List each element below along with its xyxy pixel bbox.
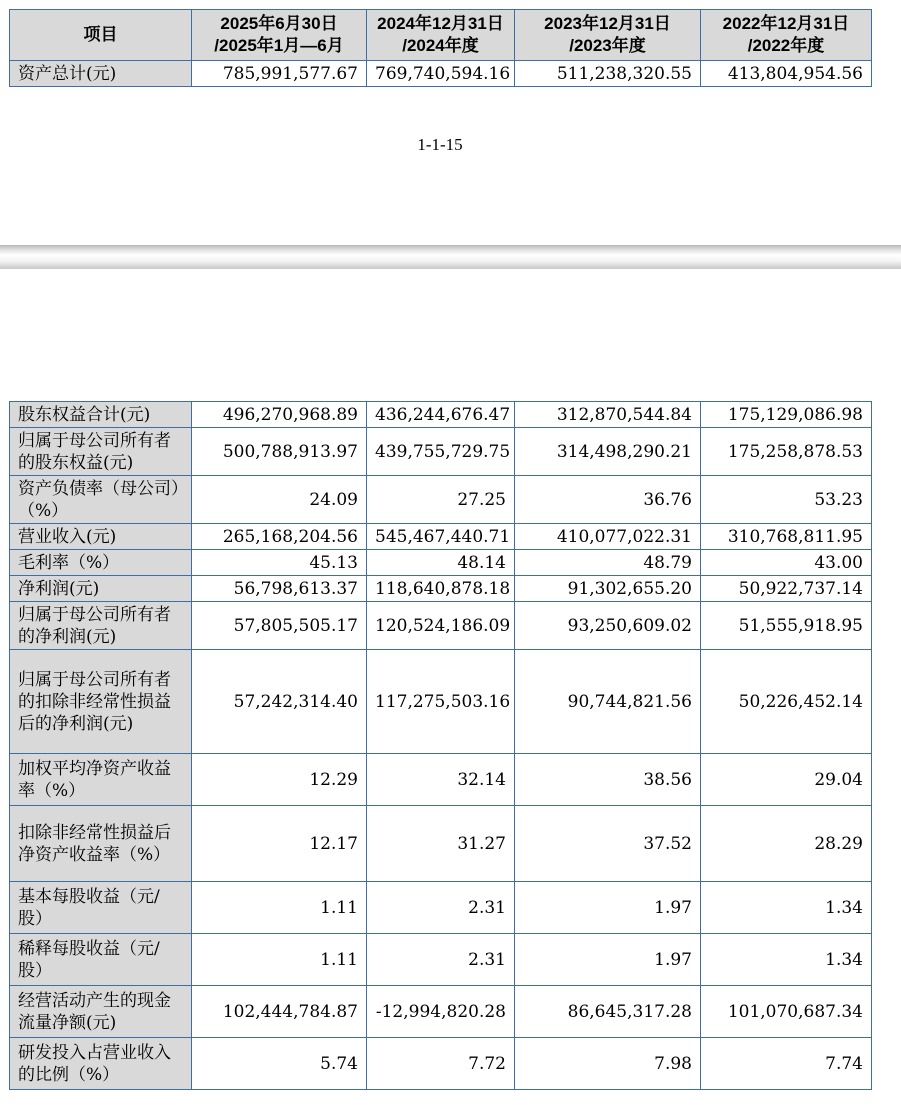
row-value: 12.29 <box>192 754 367 806</box>
row-value: 785,991,577.67 <box>192 61 367 87</box>
row-value: 101,070,687.34 <box>701 986 872 1038</box>
row-value: 48.79 <box>515 550 701 576</box>
row-value: 90,744,821.56 <box>515 650 701 754</box>
row-value: 1.34 <box>701 882 872 934</box>
row-value: 7.72 <box>367 1038 515 1090</box>
row-value: 57,805,505.17 <box>192 602 367 650</box>
row-value: 86,645,317.28 <box>515 986 701 1038</box>
row-value: 439,755,729.75 <box>367 428 515 476</box>
row-value: 312,870,544.84 <box>515 402 701 428</box>
table-row <box>10 602 872 650</box>
row-value: 120,524,186.09 <box>367 602 515 650</box>
table-row <box>10 806 872 882</box>
row-value: 57,242,314.40 <box>192 650 367 754</box>
row-value: 31.27 <box>367 806 515 882</box>
row-value: 45.13 <box>192 550 367 576</box>
financial-table-top <box>9 9 872 87</box>
header-period: 2024年12月31日 /2024年度 <box>367 10 515 61</box>
row-label: 扣除非经常性损益后净资产收益率（%） <box>10 806 192 882</box>
row-label: 归属于母公司所有者的股东权益(元) <box>10 428 192 476</box>
table-row <box>10 550 872 576</box>
row-value: 314,498,290.21 <box>515 428 701 476</box>
row-label: 加权平均净资产收益率（%） <box>10 754 192 806</box>
table-row <box>10 650 872 754</box>
header-item: 项目 <box>10 10 192 61</box>
row-value: 410,077,022.31 <box>515 524 701 550</box>
row-value: 117,275,503.16 <box>367 650 515 754</box>
row-value: 37.52 <box>515 806 701 882</box>
row-label: 经营活动产生的现金流量净额(元) <box>10 986 192 1038</box>
table-header-row <box>10 10 872 61</box>
page-separator <box>0 245 901 269</box>
row-value: 265,168,204.56 <box>192 524 367 550</box>
row-value: 51,555,918.95 <box>701 602 872 650</box>
row-label: 营业收入(元) <box>10 524 192 550</box>
row-label: 资产总计(元) <box>10 61 192 87</box>
table-row <box>10 524 872 550</box>
row-value: 53.23 <box>701 476 872 524</box>
row-label: 毛利率（%） <box>10 550 192 576</box>
row-value: 36.76 <box>515 476 701 524</box>
financial-table-bottom <box>9 401 872 1090</box>
table-row <box>10 576 872 602</box>
row-value: 7.98 <box>515 1038 701 1090</box>
table-row <box>10 476 872 524</box>
row-value: 496,270,968.89 <box>192 402 367 428</box>
row-value: 102,444,784.87 <box>192 986 367 1038</box>
row-value: 1.11 <box>192 934 367 986</box>
row-value: 7.74 <box>701 1038 872 1090</box>
header-period: 2022年12月31日 /2022年度 <box>701 10 872 61</box>
row-value: 28.29 <box>701 806 872 882</box>
row-label: 股东权益合计(元) <box>10 402 192 428</box>
row-value: 511,238,320.55 <box>515 61 701 87</box>
row-value: 1.34 <box>701 934 872 986</box>
row-value: 500,788,913.97 <box>192 428 367 476</box>
row-label: 研发投入占营业收入的比例（%） <box>10 1038 192 1090</box>
table-row <box>10 934 872 986</box>
row-value: 91,302,655.20 <box>515 576 701 602</box>
row-value: 310,768,811.95 <box>701 524 872 550</box>
row-value: 27.25 <box>367 476 515 524</box>
row-label: 归属于母公司所有者的净利润(元) <box>10 602 192 650</box>
row-value: 43.00 <box>701 550 872 576</box>
row-value: 24.09 <box>192 476 367 524</box>
row-value: 50,226,452.14 <box>701 650 872 754</box>
row-value: 545,467,440.71 <box>367 524 515 550</box>
table-row <box>10 402 872 428</box>
row-value: 56,798,613.37 <box>192 576 367 602</box>
row-value: 436,244,676.47 <box>367 402 515 428</box>
table-row <box>10 428 872 476</box>
row-value: 118,640,878.18 <box>367 576 515 602</box>
row-value: -12,994,820.28 <box>367 986 515 1038</box>
table-row <box>10 61 872 87</box>
row-value: 29.04 <box>701 754 872 806</box>
table-row <box>10 882 872 934</box>
table-row <box>10 1038 872 1090</box>
table-row <box>10 986 872 1038</box>
row-value: 175,258,878.53 <box>701 428 872 476</box>
row-label: 归属于母公司所有者的扣除非经常性损益后的净利润(元) <box>10 650 192 754</box>
row-label: 资产负债率（母公司）（%） <box>10 476 192 524</box>
row-value: 1.97 <box>515 882 701 934</box>
header-period: 2025年6月30日 /2025年1月—6月 <box>192 10 367 61</box>
row-value: 50,922,737.14 <box>701 576 872 602</box>
row-value: 2.31 <box>367 934 515 986</box>
row-value: 12.17 <box>192 806 367 882</box>
row-value: 5.74 <box>192 1038 367 1090</box>
row-label: 稀释每股收益（元/股） <box>10 934 192 986</box>
row-label: 净利润(元) <box>10 576 192 602</box>
row-value: 1.11 <box>192 882 367 934</box>
row-value: 2.31 <box>367 882 515 934</box>
header-period: 2023年12月31日 /2023年度 <box>515 10 701 61</box>
row-value: 175,129,086.98 <box>701 402 872 428</box>
row-value: 32.14 <box>367 754 515 806</box>
table-row <box>10 754 872 806</box>
page-number: 1-1-15 <box>417 135 463 154</box>
row-value: 1.97 <box>515 934 701 986</box>
row-value: 38.56 <box>515 754 701 806</box>
row-value: 93,250,609.02 <box>515 602 701 650</box>
row-value: 48.14 <box>367 550 515 576</box>
row-value: 769,740,594.16 <box>367 61 515 87</box>
row-value: 413,804,954.56 <box>701 61 872 87</box>
row-label: 基本每股收益（元/股） <box>10 882 192 934</box>
